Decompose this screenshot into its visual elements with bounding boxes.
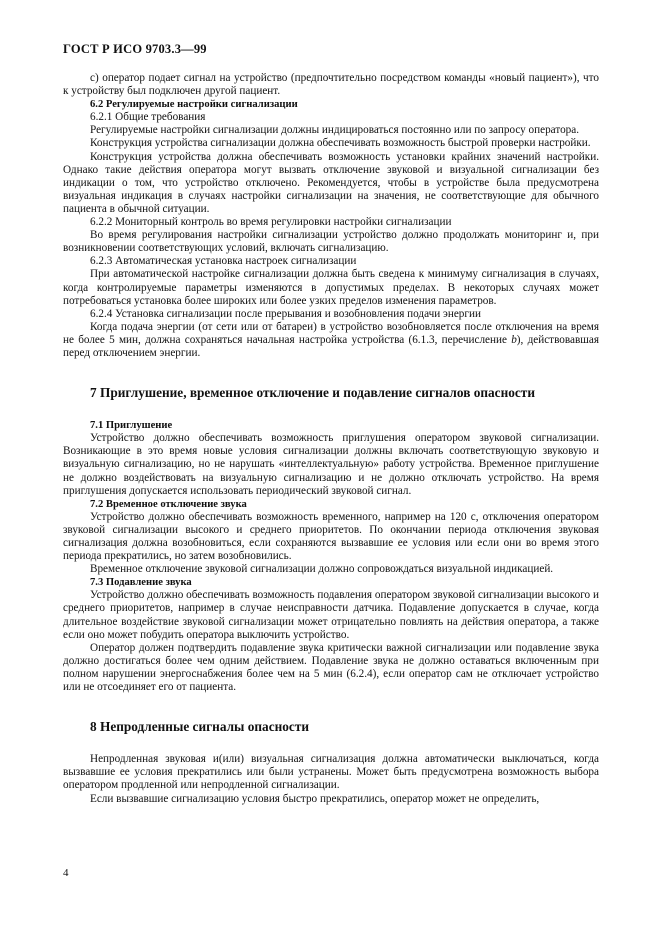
paragraph-c: c) оператор подает сигнал на устройство (предпочтительно посредством команды «новый пациент»), что к устройству был подключен другой пациент. [63, 72, 599, 98]
paragraph-6-2-1-a: Регулируемые настройки сигнализации должны индицироваться постоянно или по запросу оператора. [90, 124, 580, 137]
section-6-2-4-title: 6.2.4 Установка сигнализации после прерывания и возобновления подачи энергии [90, 307, 481, 320]
paragraph-8-b: Если вызвавшие сигнализацию условия быстро прекратились, оператор может не определить, [90, 792, 540, 805]
paragraph-6-2-3: При автоматической настройке сигнализации должна быть сведена к минимуму сигнализация в случаях, когда контролируемые параметры изменяются в допустимых пределах. В некоторых случаях может потребоваться установка более широких или более узких пределов изменения параметров. [63, 268, 599, 307]
paragraph-7-1: Устройство должно обеспечивать возможность приглушения оператором звуковой сигнализации. Возникающие в это время новые условия сигнализации должны включать соответствующую звуковую и визуальную сигнализацию, но не нарушать «интеллектуальную» работу устройства. Временное приглушение не должно воздействовать на визуальную сигнализацию и не должно отключать устройство. На время приглушения допускается использовать периодический звуковой сигнал. [63, 432, 599, 497]
paragraph-6-2-4-part2: ), действовавшая перед отключением энергии. [63, 333, 599, 359]
paragraph-7-2-b: Временное отключение звуковой сигнализации должно сопровождаться визуальной индикацией. [90, 563, 554, 576]
paragraph-6-2-1-b: Конструкция устройства сигнализации должна обеспечивать возможность быстрой проверки настройки. [90, 137, 591, 150]
paragraph-7-3-a: Устройство должно обеспечивать возможность подавления оператором звуковой сигнализации высокого и среднего приоритетов, например в случае неисправности датчика. Подавление допускается в случае, когда длительное воздействие звуковой сигнализации может отрицательно повлиять на действия оператора, а также если оно может побудить оператора выключить устройство. [63, 589, 599, 641]
section-7-heading: 7 Приглушение, временное отключение и подавление сигналов опасности [90, 385, 535, 401]
paragraph-7-3-b: Оператор должен подтвердить подавление звука критически важной сигнализации или подавление звука должно достигаться более чем одним действием. Подавление звука не должно оставаться включенным при полном нарушении энергоснабжения более чем на 5 мин (6.2.4), если оператор сам не отключает устройство или не отсоединяет его от пациента. [63, 641, 599, 694]
paragraph-6-2-2: Во время регулирования настройки сигнализации устройство должно продолжать мониторинг и, при возникновении соответствующих условий, включать сигнализацию. [63, 229, 599, 255]
section-8-heading: 8 Непродленные сигналы опасности [90, 719, 310, 735]
paragraph-6-2-4 [63, 321, 599, 360]
paragraph-6-2-4-part1: Когда подача энергии (от сети или от батареи) в устройство возобновляется после отключения на время не более 5 мин, должна сохраняться начальная настройка устройства (6.1.3, перечисление [63, 320, 599, 346]
section-7-2-title: 7.2 Временное отключение звука [90, 498, 247, 510]
section-6-2-2-title: 6.2.2 Мониторный контроль во время регулировки настройки сигнализации [90, 216, 452, 229]
paragraph-8-a: Непродленная звуковая и(или) визуальная сигнализация должна автоматически выключаться, когда вызвавшие ее условия прекратились или были устранены. Может быть предусмотрена возможность выбора оператором продленной или непродленной сигнализации. [63, 753, 599, 792]
paragraph-7-2-a: Устройство должно обеспечивать возможность временного, например на 120 с, отключения оператором звуковой сигнализации высокого и среднего приоритетов. По окончании периода отключения звуковая сигнализация должна возобновиться, если сохраняются вызвавшие ее условия или если они во время этого периода прекратились, но затем возобновились. [63, 510, 599, 563]
section-7-1-title: 7.1 Приглушение [90, 420, 173, 432]
document-header: ГОСТ Р ИСО 9703.3—99 [63, 42, 207, 56]
section-6-2-title: 6.2 Регулируемые настройки сигнализации [90, 99, 298, 111]
section-6-2-1-title: 6.2.1 Общие требования [90, 111, 206, 124]
paragraph-6-2-4-item-ref: b [511, 333, 517, 346]
section-6-2-3-title: 6.2.3 Автоматическая установка настроек сигнализации [90, 255, 357, 268]
section-7-3-title: 7.3 Подавление звука [90, 577, 192, 589]
page-number: 4 [63, 867, 69, 879]
page-content [63, 72, 599, 806]
paragraph-6-2-1-c: Конструкция устройства должна обеспечивать возможность установки крайних значений настройки. Однако такие действия оператора могут вызвать отключение звуковой и визуальной сигнализации без индикации о том, что устройство отключено. Рекомендуется, чтобы в устройстве была предусмотрена визуальная индикация в случаях настройки сигнализации на значения, не соответствующие для обычного пациента в обычной ситуации. [63, 150, 599, 215]
